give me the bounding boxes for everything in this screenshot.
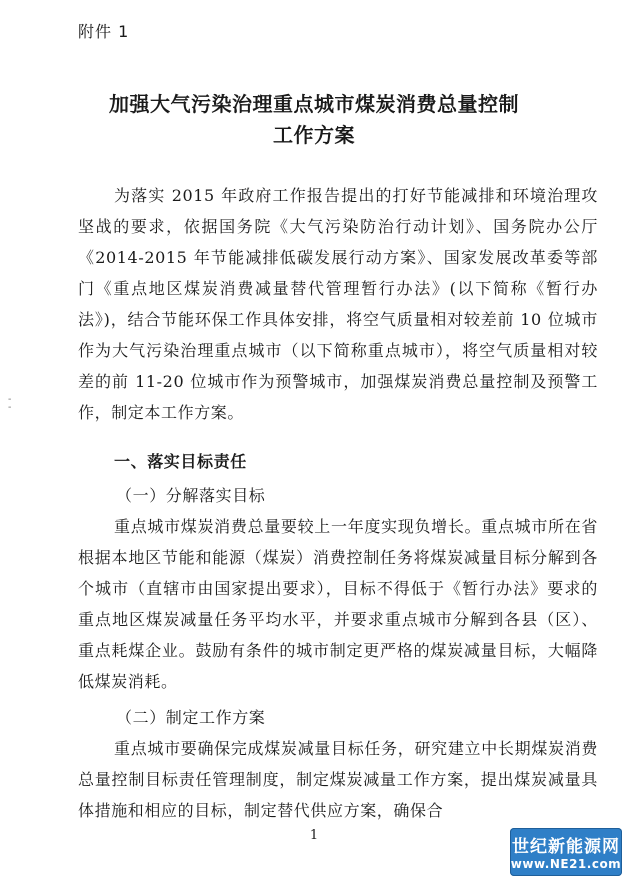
watermark-site-name: 世纪新能源网 (512, 837, 620, 857)
document-title-line-1: 加强大气污染治理重点城市煤炭消费总量控制 (109, 92, 519, 116)
intro-paragraph: 为落实 2015 年政府工作报告提出的打好节能减排和环境治理攻坚战的要求，依据国务院《大气污染防治行动计划》、国务院办公厅《2014-2015 年节能减排低碳发展行动方案》、国家发展改革委等部门《重点地区煤炭消费减量替代管理暂行办法》(以下简称《暂行办法》)，结合节能环保工作具体安排，将空气质量相对较差前 10 位城市作为大气污染治理重点城市（以下简称重点城市），将空气质量相对较差的前 11-20 位城市作为预警城市，加强煤炭消费总量控制及预警工作，制定本工作方案。 (78, 186, 598, 422)
margin-mark: - (8, 402, 12, 413)
section-heading-1: 一、落实目标责任 (114, 452, 247, 471)
subsection-heading-1: （一）分解落实目标 (116, 486, 266, 505)
document-title-line-2: 工作方案 (273, 123, 355, 147)
site-watermark-logo[interactable] (510, 828, 622, 876)
page-number: 1 (309, 828, 319, 843)
subsection-1-paragraph: 重点城市煤炭消费总量要较上一年度实现负增长。重点城市所在省根据本地区节能和能源（煤炭）消费控制任务将煤炭减量目标分解到各个城市（直辖市由国家提出要求），目标不得低于《暂行办法》要求的重点地区煤炭减量任务平均水平，并要求重点城市分解到各县（区）、重点耗煤企业。鼓励有条件的城市制定更严格的煤炭减量目标，大幅降低煤炭消耗。 (78, 517, 598, 691)
attachment-label: 附件 1 (78, 22, 130, 41)
margin-mark: - (8, 394, 12, 405)
subsection-2-paragraph: 重点城市要确保完成煤炭减量目标任务，研究建立中长期煤炭消费总量控制目标责任管理制度，制定煤炭减量工作方案，提出煤炭减量具体措施和相应的目标，制定替代供应方案，确保合 (78, 739, 598, 820)
watermark-site-url: www.NE21.com (510, 857, 622, 871)
subsection-heading-2: （二）制定工作方案 (116, 708, 266, 727)
